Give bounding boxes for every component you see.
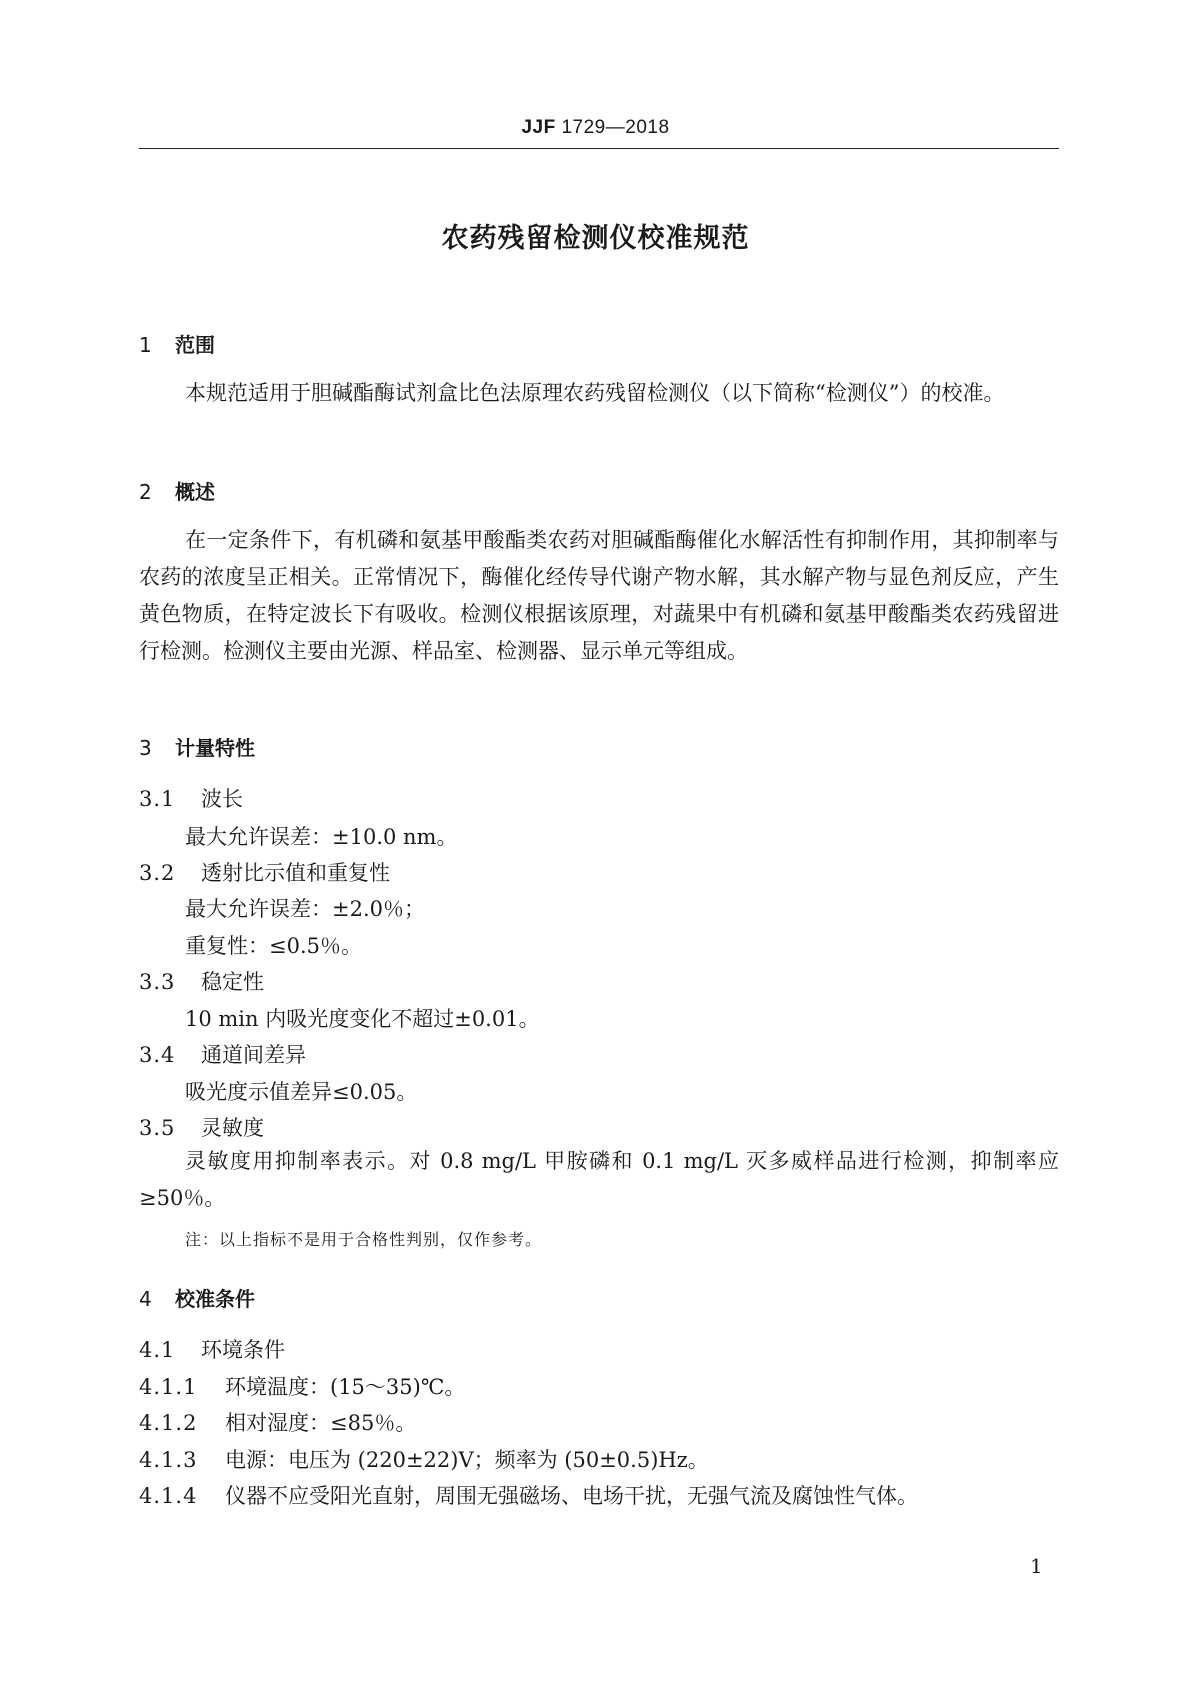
header-divider [139,148,1059,149]
item-4-1-3 [139,1444,709,1474]
section-title: 校准条件 [175,1287,255,1311]
section-title: 计量特性 [175,736,255,760]
item-3-2-line-2: 重复性：≤0.5％。 [185,934,362,958]
section-3-heading [139,732,255,761]
section-number: 1 [139,333,152,357]
standard-code [0,117,1191,139]
section-1-text: 本规范适用于胆碱酯酶试剂盒比色法原理农药残留检测仪（以下简称“检测仪”）的校准。 [185,381,1005,405]
item-text: 仪器不应受阳光直射，周围无强磁场、电场干扰，无强气流及腐蚀性气体。 [225,1484,918,1508]
item-title: 透射比示值和重复性 [201,861,390,885]
item-text: 相对湿度：≤85％。 [225,1411,417,1435]
item-3-1-heading [139,783,243,813]
item-number: 4.1.4 [139,1484,198,1508]
item-3-1-line-1: 最大允许误差：±10.0 nm。 [185,825,458,849]
section-title: 范围 [175,333,215,357]
standard-code-number: 1729—2018 [555,117,670,138]
section-number: 4 [139,1287,152,1311]
item-number: 3.1 [139,787,176,811]
item-3-3-heading [139,966,264,996]
item-title: 灵敏度 [201,1116,264,1140]
document-title: 农药残留检测仪校准规范 [441,223,750,254]
item-number: 4.1 [139,1338,176,1362]
note: 注：以上指标不是用于合格性判别，仅作参考。 [185,1230,543,1249]
item-4-1-4 [139,1480,918,1510]
item-3-2-heading [139,857,390,887]
section-2-heading [139,476,215,505]
item-number: 3.2 [139,861,176,885]
section-title: 概述 [175,480,215,504]
item-title: 波长 [201,787,243,811]
item-number: 3.5 [139,1116,176,1140]
item-3-4-heading [139,1039,306,1069]
item-number: 4.1.1 [139,1375,198,1399]
section-1-heading [139,329,215,358]
standard-code-prefix: JJF [521,117,556,138]
item-4-1-1 [139,1371,465,1401]
item-3-5-text: 灵敏度用抑制率表示。对 0.8 mg/L 甲胺磷和 0.1 mg/L 灭多威样品进行检测，抑制率应≥50％。 [139,1149,1059,1210]
item-number: 4.1.2 [139,1411,198,1435]
section-number: 2 [139,480,152,504]
item-title: 稳定性 [201,970,264,994]
item-text: 环境温度：(15～35)℃。 [225,1375,466,1399]
item-3-5-heading [139,1112,264,1142]
item-number: 4.1.3 [139,1448,198,1472]
section-number: 3 [139,736,152,760]
item-4-1-heading [139,1334,285,1364]
page-number: 1 [1030,1554,1043,1578]
section-2-text: 在一定条件下，有机磷和氨基甲酸酯类农药对胆碱酯酶催化水解活性有抑制作用，其抑制率与农药的浓度呈正相关。正常情况下，酶催化经传导代谢产物水解，其水解产物与显色剂反应，产生黄色物质，在特定波长下有吸收。检测仪根据该原理，对蔬果中有机磷和氨基甲酸酯类农药残留进行检测。检测仪主要由光源、样品室、检测器、显示单元等组成。 [139,528,1059,663]
item-text: 电源：电压为 (220±22)V；频率为 (50±0.5)Hz。 [225,1448,709,1472]
item-title: 环境条件 [201,1338,285,1362]
item-title: 通道间差异 [201,1043,306,1067]
item-3-3-line-1: 10 min 内吸光度变化不超过±0.01。 [185,1007,540,1031]
item-number: 3.3 [139,970,176,994]
item-number: 3.4 [139,1043,176,1067]
item-3-2-line-1: 最大允许误差：±2.0％； [185,897,425,921]
section-4-heading [139,1283,255,1312]
item-3-4-line-1: 吸光度示值差异≤0.05。 [185,1080,418,1104]
item-4-1-2 [139,1407,416,1437]
